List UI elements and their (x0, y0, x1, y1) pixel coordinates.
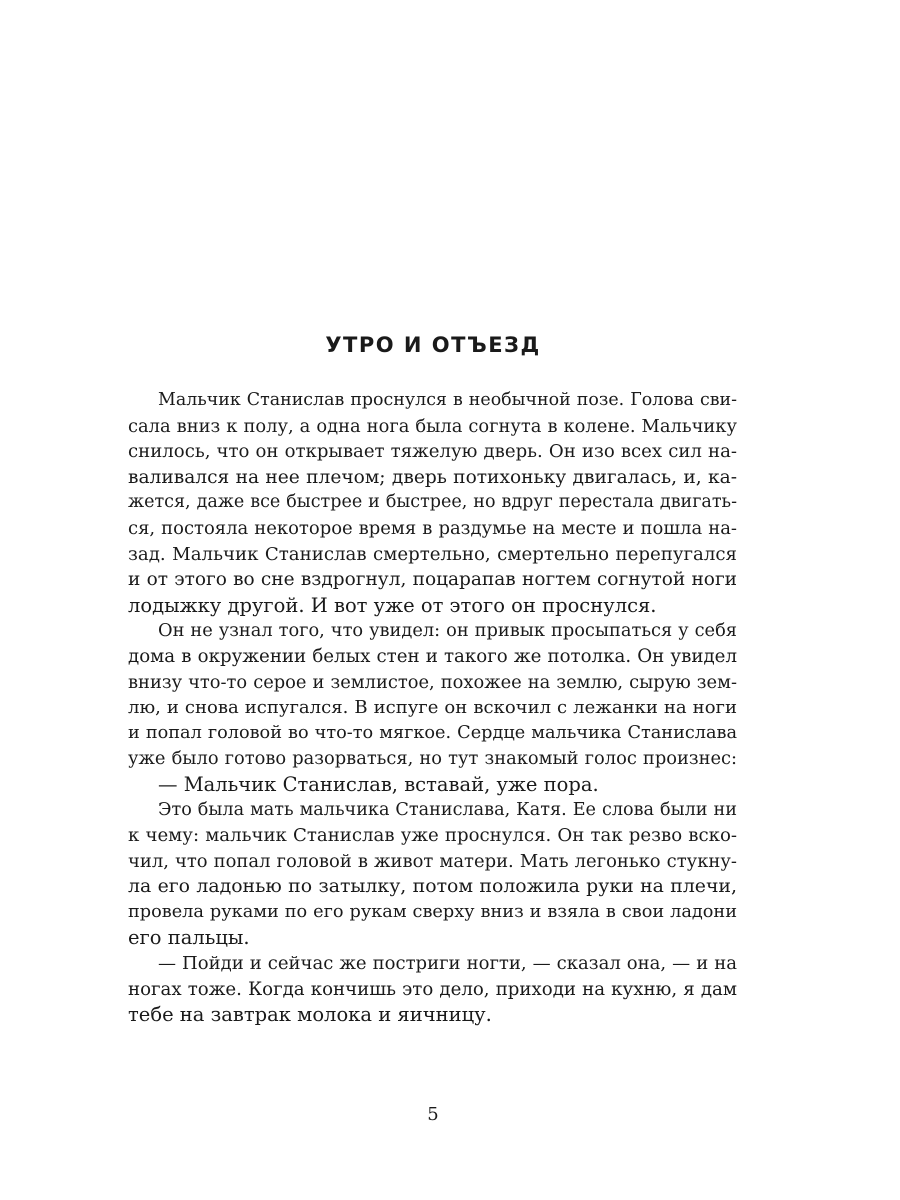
text-line: внизу что-то серое и землистое, похожее на землю, сырую зем- (128, 671, 737, 693)
text-line: уже было готово разорваться, но тут знакомый голос произнес: (128, 748, 737, 770)
text-line: ла его ладонью по затылку, потом положила руки на плечи, (128, 875, 737, 898)
text-line: — Мальчик Станислав, вставай, уже пора. (158, 772, 599, 796)
text-line: сала вниз к полу, а одна нога была согнута в колене. Мальчику (128, 415, 737, 437)
text-line: лю, и снова испугался. В испуге он вскочил с лежанки на ноги (128, 697, 737, 719)
text-line: — Пойди и сейчас же постриги ногти, — сказал она, — и на (158, 953, 737, 975)
text-line: лодыжку другой. И вот уже от этого он проснулся. (128, 593, 657, 617)
text-line: дома в окружении белых стен и такого же потолка. Он увидел (128, 645, 737, 667)
page-number: 5 (427, 1104, 439, 1125)
text-line: и попал головой во что-то мягкое. Сердце мальчика Станислава (128, 722, 737, 743)
text-line: и от этого во сне вздрогнул, поцарапав ногтем согнутой ноги (128, 569, 737, 591)
paragraph (128, 798, 737, 952)
text-line: зад. Мальчик Станислав смертельно, смертельно перепугался (128, 543, 737, 565)
text-line: его пальцы. (128, 926, 250, 950)
text-line: Это была мать мальчика Станислава, Катя. Ее слова были ни (158, 799, 737, 820)
paragraph (128, 772, 737, 798)
paragraph (128, 951, 737, 1028)
text-line: снилось, что он открывает тяжелую дверь. Он изо всех сил на- (128, 441, 737, 463)
text-line: валивался на нее плечом; дверь потихоньку двигалась, и, ка- (128, 466, 737, 488)
text-line: ся, постояла некоторое время в раздумье на месте и пошла на- (128, 517, 737, 539)
paragraph (128, 618, 737, 772)
chapter-title: УТРО И ОТЪЕЗД (325, 333, 541, 357)
paragraph (128, 388, 737, 618)
text-line: Мальчик Станислав проснулся в необычной позе. Голова сви- (158, 390, 737, 410)
text-line: чил, что попал головой в живот матери. Мать легонько стукну- (128, 850, 737, 872)
text-line: тебе на завтрак молока и яичницу. (128, 1003, 492, 1027)
chapter-body (128, 388, 737, 1028)
text-line: провела руками по его рукам сверху вниз и взяла в свои ладони (128, 901, 737, 922)
text-line: к чему: мальчик Станислав уже проснулся. Он так резво вско- (128, 825, 737, 847)
text-line: жется, даже все быстрее и быстрее, но вдруг перестала двигать- (128, 492, 737, 513)
text-line: Он не узнал того, что увидел: он привык просыпаться у себя (158, 620, 737, 642)
text-line: ногах тоже. Когда кончишь это дело, приходи на кухню, я дам (128, 978, 737, 1000)
